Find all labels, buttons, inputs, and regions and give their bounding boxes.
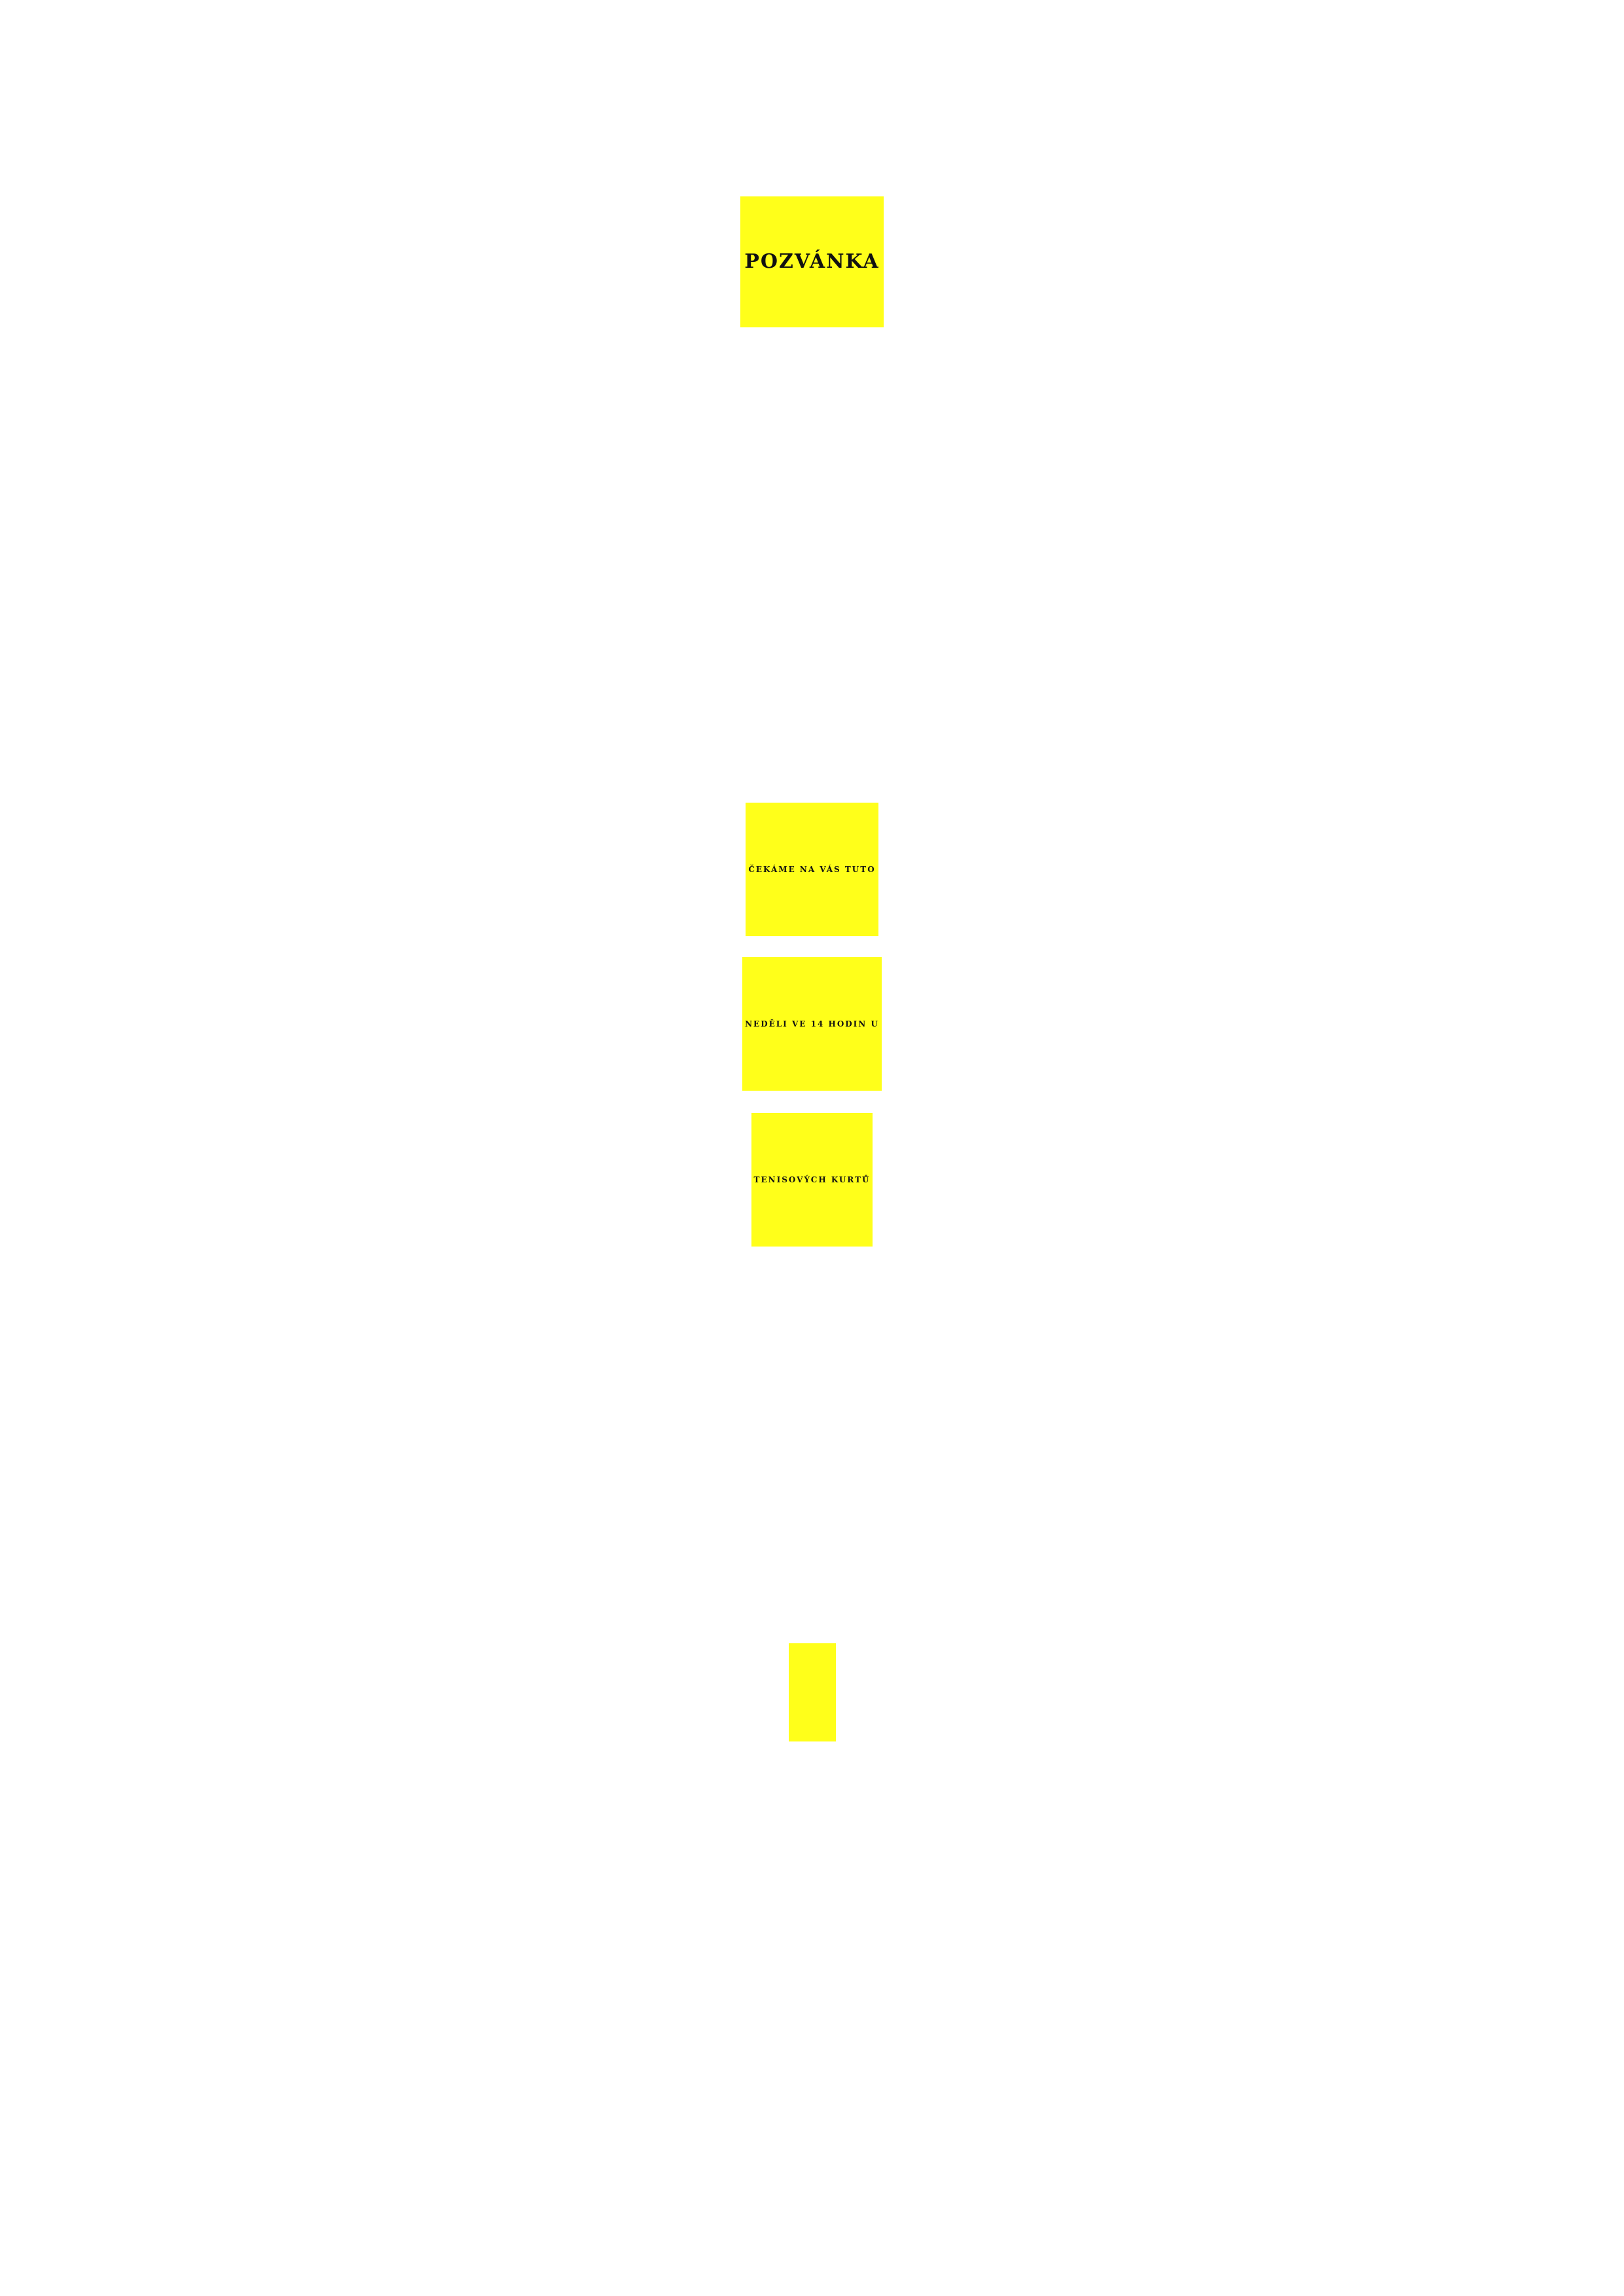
program-line-2 (0, 1368, 1624, 1449)
page-title (0, 196, 1624, 327)
signature-line-1 (0, 1781, 1624, 1875)
signature-line-2 (0, 1886, 1624, 1980)
announcement-highlight-2: NEDĚLI VE 14 HODIN U (742, 957, 882, 1091)
intro-line-3 (0, 581, 1624, 663)
time-notice-highlight (789, 1643, 836, 1741)
program-line-3 (0, 1452, 1624, 1533)
announcement-line-3 (0, 1113, 1624, 1247)
time-notice (0, 1643, 1624, 1741)
announcement-line-1 (0, 803, 1624, 936)
announcement-highlight-3: TENISOVÝCH KURTŮ (751, 1113, 873, 1247)
intro-line-4 (0, 663, 1624, 744)
program-line-4 (0, 1536, 1624, 1617)
title-highlight: POZVÁNKA (740, 196, 883, 327)
announcement-line-2 (0, 957, 1624, 1091)
program-line-1 (0, 1285, 1624, 1366)
announcement-highlight-1: ČEKÁME NA VÁS TUTO (746, 803, 878, 936)
intro-line-1 (0, 419, 1624, 500)
intro-line-2 (0, 500, 1624, 581)
